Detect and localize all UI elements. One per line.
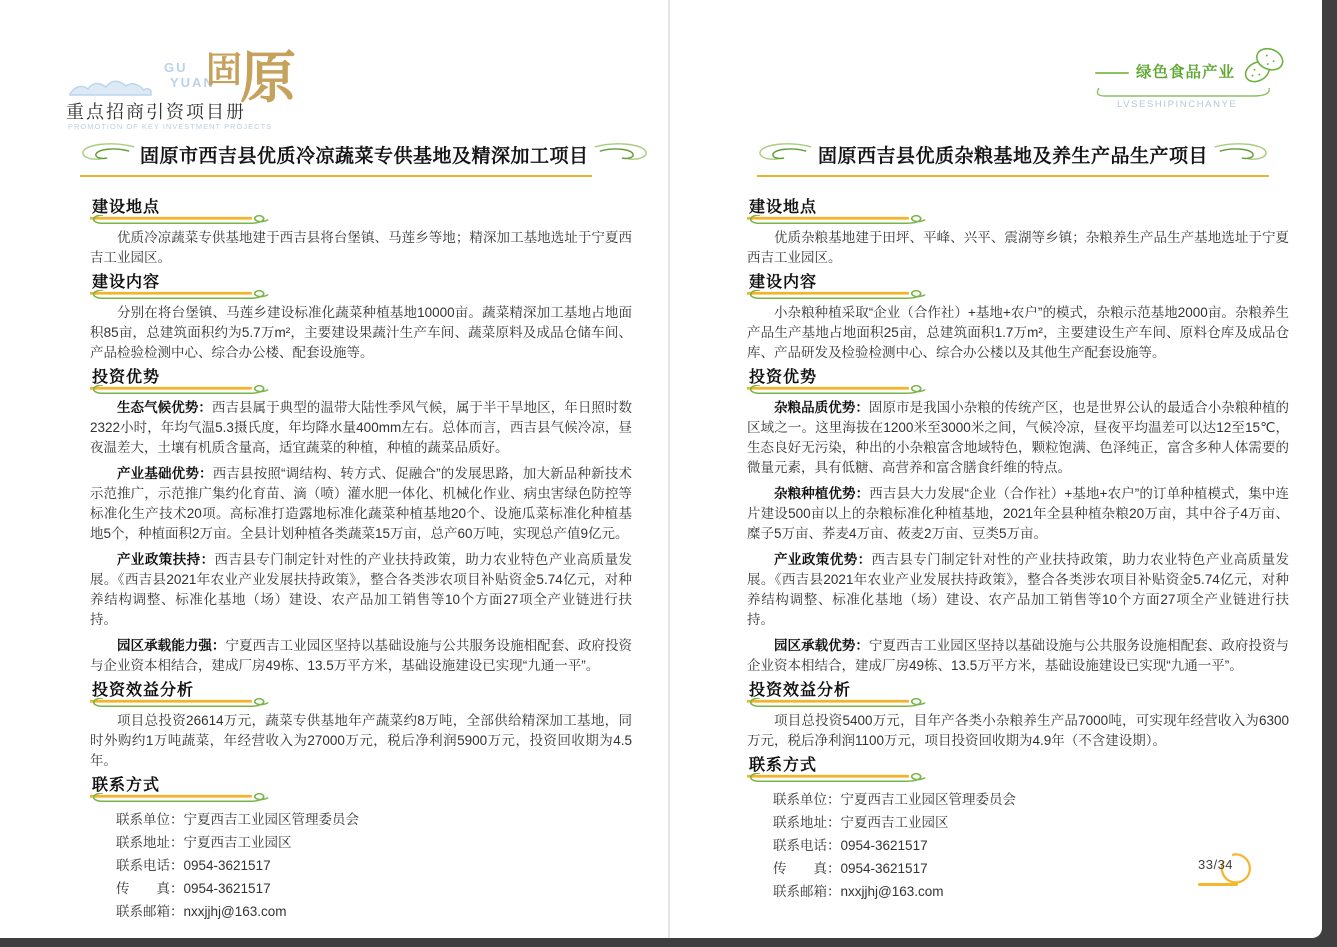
contact-row: 传 真：0954-3621517: [116, 881, 271, 896]
paragraph: 杂粮种植优势：西吉县大力发展“企业（合作社）+基地+农户”的订单种植模式，集中连片建设500亩以上的杂粮标准化种植基地，2021年全县种植杂粮20万亩，其中谷子4万亩、糜子5万亩、荞麦4万亩、莜麦2万亩、豆类5万亩。: [747, 486, 1289, 541]
paragraph: 产业政策优势：西吉县专门制定针对性的产业扶持政策，助力农业特色产业高质量发展。《西吉县2021年农业产业发展扶持政策》，整合各类涉农项目补贴资金5.74亿元，对种养结构调整、标准化基地（场）建设、农产品加工销售等10个方面27项全产业链进行扶持。: [747, 552, 1290, 627]
paragraph: 产业基础优势：西吉县按照“调结构、转方式、促融合”的发展思路，加大新品种新技术示范推广，示范推广集约化育苗、滴（喷）灌水肥一体化、机械化作业、病虫害绿色防控等标准化生产技术20项。高标准打造露地标准化蔬菜种植基地20个、设施瓜菜标准化种植基地5个，种植面积2万亩。全县计划种植各类蔬菜15万亩，总产60万吨，实现总产值9亿元。: [90, 466, 632, 541]
section-heading-location: 建设地点: [747, 199, 1289, 226]
left-page-title: 固原市西吉县优质冷凉蔬菜专供基地及精深加工项目: [140, 146, 589, 167]
logo-latin-gu: GU: [164, 60, 188, 75]
section-heading-content: 建设内容: [747, 274, 1289, 301]
paragraph: 园区承载优势：宁夏西吉工业园区坚持以基础设施与公共服务设施相配套、政府投资与企业资本相结合，建成厂房49栋、13.5万平方米，基础设施建设已实现“九通一平”。: [747, 638, 1290, 673]
contact-row: 联系邮箱：nxxjjhj@163.com: [773, 884, 944, 899]
paragraph: 杂粮品质优势：固原市是我国小杂粮的传统产区，也是世界公认的最适合小杂粮种植的区域之一。这里海拔在1200米至3000米之间，气候冷凉，昼夜平均温差可以达12至15℃，生态良好无污染，种出的小杂粮富含地域特色，颗粒饱满、色泽纯正，富含多种人体需要的微量元素，具有低糖、高营养和富含膳食纤维的特点。: [747, 400, 1290, 475]
paragraph: 项目总投资5400万元，目年产各类小杂粮养生产品7000吨，可实现年经营收入为6300万元，税后净利润1100万元，项目投资回收期为4.9年（不含建设期）。: [747, 713, 1289, 748]
right-page-title: 固原西吉县优质杂粮基地及养生产品生产项目: [817, 146, 1208, 167]
cloud-ornament-icon: [593, 141, 649, 168]
right-page-title-bar: [757, 141, 1269, 177]
cloud-ornament-icon: [757, 141, 813, 168]
contact-list: [90, 808, 632, 923]
contact-row: 联系地址：宁夏西吉工业园区: [116, 835, 292, 850]
category-romanized: LVSESHIPINCHANYE: [1117, 99, 1238, 110]
potato-icon: [1242, 44, 1286, 86]
contact-row: 传 真：0954-3621517: [773, 861, 928, 876]
left-page-title-bar: [80, 141, 592, 177]
booklet-title: 重点招商引资项目册: [66, 102, 246, 122]
section-heading-location: 建设地点: [90, 199, 632, 226]
category-label: 绿色食品产业: [1136, 64, 1236, 81]
paragraph: 优质冷凉蔬菜专供基地建于西吉县将台堡镇、马莲乡等地；精深加工基地选址于宁夏西吉工业园区。: [90, 230, 632, 265]
page-number-block: [1198, 850, 1270, 896]
section-heading-contact: 联系方式: [90, 777, 632, 804]
cloud-ornament-icon: [1213, 141, 1269, 168]
cloud-ornament-icon: [80, 141, 136, 168]
contact-row: 联系电话：0954-3621517: [773, 838, 928, 853]
section-heading-content: 建设内容: [90, 274, 632, 301]
page-number: 33/34: [1198, 857, 1234, 872]
paragraph: 优质杂粮基地建于田坪、平峰、兴平、震湖等乡镇；杂粮养生产品生产基地选址于宁夏西吉工业园区。: [747, 230, 1289, 265]
paragraph: 小杂粮种植采取“企业（合作社）+基地+农户”的模式，杂粮示范基地2000亩。杂粮养生产品生产基地占地面积25亩，总建筑面积1.7万m²，主要建设生产车间、原料仓库及成品仓库、产品研发及检验检测中心、综合办公楼以及其他生产配套设施等。: [747, 305, 1289, 360]
contact-row: 联系电话：0954-3621517: [116, 858, 271, 873]
paragraph: 生态气候优势：西吉县属于典型的温带大陆性季风气候，属于半干旱地区，年日照时数2322小时，年均气温5.3摄氏度，年均降水量400mm左右。总体而言，西吉县气候冷凉，昼夜温差大，土壤有机质含量高，适宜蔬菜的种植，种植的蔬菜品质好。: [90, 400, 633, 455]
logo-latin-yuan: YUAN: [170, 75, 215, 90]
paragraph: 产业政策扶持：西吉县专门制定针对性的产业扶持政策，助力农业特色产业高质量发展。《西吉县2021年农业产业发展扶持政策》，整合各类涉农项目补贴资金5.74亿元，对种养结构调整、标准化基地（场）建设、农产品加工销售等10个方面27项全产业链进行扶持。: [90, 552, 633, 627]
logo-seal-yuan: 原: [240, 48, 296, 110]
page-number-underline: [1198, 883, 1238, 886]
contact-row: 联系邮箱：nxxjjhj@163.com: [116, 904, 287, 919]
contact-row: 联系单位：宁夏西吉工业园区管理委员会: [773, 792, 1016, 807]
section-heading-benefit: 投资效益分析: [747, 682, 1289, 709]
page-divider: [668, 0, 670, 938]
paragraph: 分别在将台堡镇、马莲乡建设标准化蔬菜种植基地10000亩。蔬菜精深加工基地占地面积85亩，总建筑面积约为5.7万m²，主要建设果蔬汁生产车间、蔬菜原料及成品仓储车间、产品检验检测中心、综合办公楼、配套设施等。: [90, 305, 632, 360]
booklet-subtitle-en: PROMOTION OF KEY INVESTMENT PROJECTS: [68, 122, 273, 131]
category-dash: [1095, 72, 1129, 74]
section-heading-benefit: 投资效益分析: [90, 682, 632, 709]
category-badge: [1095, 56, 1305, 110]
paragraph: 项目总投资26614万元，蔬菜专供基地年产蔬菜约8万吨，全部供给精深加工基地，同时外购约1万吨蔬菜，年经营收入为27000万元，税后净利润5900万元，投资回收期为4.5年。: [90, 713, 632, 768]
section-heading-contact: 联系方式: [747, 757, 1289, 784]
contact-row: 联系地址：宁夏西吉工业园区: [773, 815, 949, 830]
mountains-icon: [68, 74, 152, 96]
section-heading-advantages: 投资优势: [747, 369, 1289, 396]
paragraph: 园区承载能力强：宁夏西吉工业园区坚持以基础设施与公共服务设施相配套、政府投资与企业资本相结合，建成厂房49栋、13.5万平方米，基础设施建设已实现“九通一平”。: [90, 638, 633, 673]
left-page-body: [90, 193, 632, 923]
contact-row: 联系单位：宁夏西吉工业园区管理委员会: [116, 812, 359, 827]
category-bracket-line: [1095, 87, 1275, 97]
logo-seal-gu: 固: [206, 50, 243, 90]
brand-logo: [66, 48, 406, 131]
section-heading-advantages: 投资优势: [90, 369, 632, 396]
right-page-body: [747, 193, 1289, 903]
